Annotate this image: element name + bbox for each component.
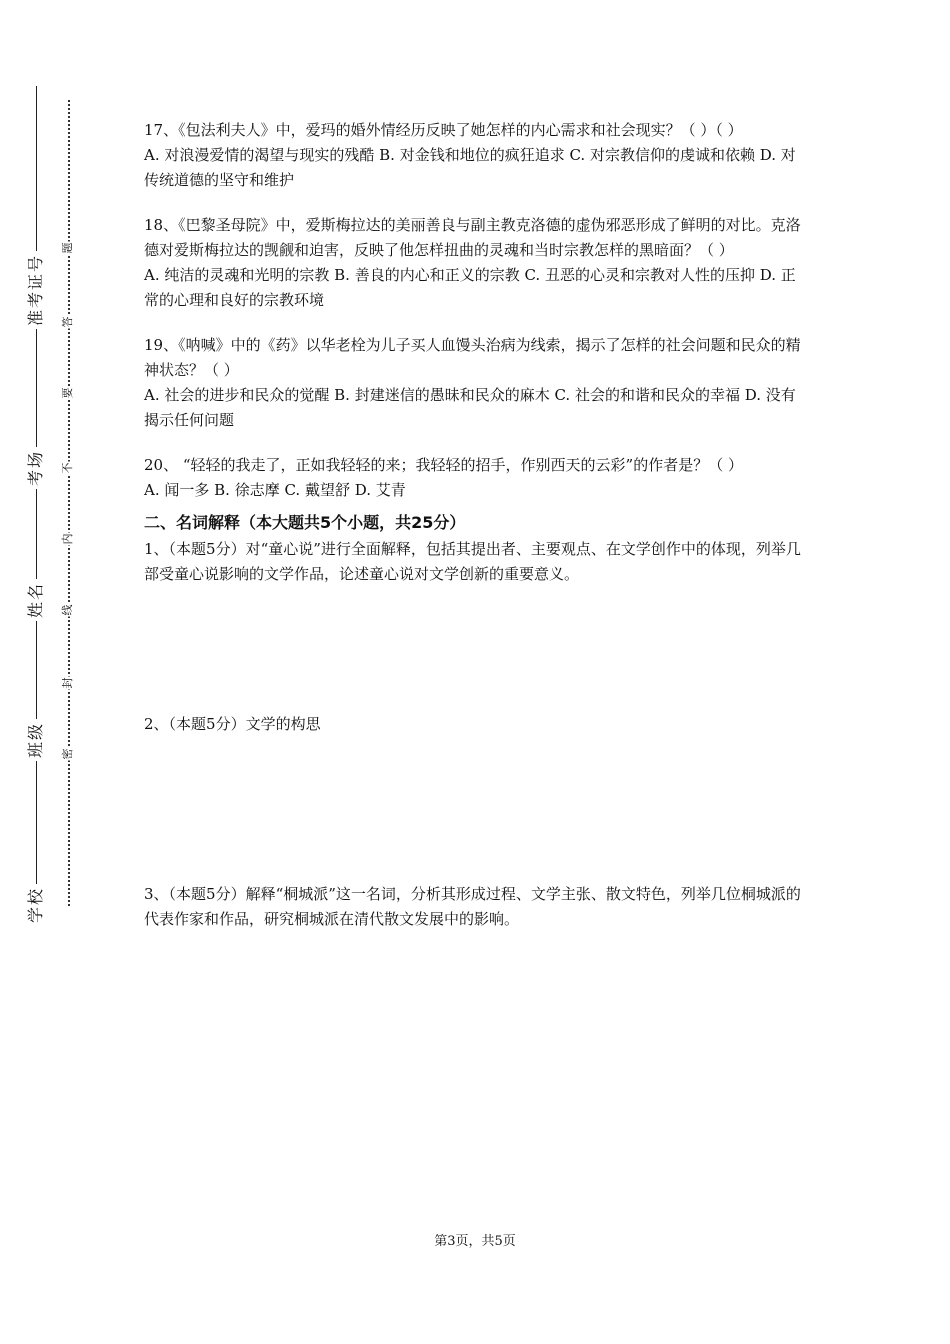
- exam-number-label: 准考证号: [27, 251, 45, 329]
- seal-dotted-line: [68, 100, 70, 906]
- question-options: A. 社会的进步和民众的觉醒 B. 封建迷信的愚昧和民众的麻木 C. 社会的和谐和民众的幸福 D. 没有揭示任何问题: [144, 386, 796, 429]
- question-stem: 20、 “轻轻的我走了，正如我轻轻的来；我轻轻的招手，作别西天的云彩”的作者是？（ ）: [144, 456, 743, 474]
- seal-char: 不: [61, 462, 74, 474]
- section-title: 二、名词解释（本大题共5个小题，共25分）: [144, 513, 466, 532]
- question-20: [144, 453, 809, 503]
- question-options: A. 对浪漫爱情的渴望与现实的残酷 B. 对金钱和地位的疯狂追求 C. 对宗教信仰的虔诚和依赖 D. 对传统道德的坚守和维护: [144, 146, 796, 189]
- page-number: 第3页，共5页: [434, 1234, 516, 1249]
- term-question-1: 1、（本题5分）对“童心说”进行全面解释，包括其提出者、主要观点、在文学创作中的体现，列举几部受童心说影响的文学作品，论述童心说对文学创新的重要意义。: [144, 540, 801, 583]
- seal-char: 要: [61, 387, 74, 399]
- question-options: A. 闻一多 B. 徐志摩 C. 戴望舒 D. 艾青: [144, 481, 406, 499]
- seal-char: 密: [61, 748, 74, 760]
- binding-solid-line: [36, 86, 37, 906]
- class-label: 班级: [27, 719, 45, 761]
- question-stem: 18、《巴黎圣母院》中，爱斯梅拉达的美丽善良与副主教克洛德的虚伪邪恶形成了鲜明的对比。克洛德对爱斯梅拉达的觊觎和迫害，反映了他怎样扭曲的灵魂和当时宗教怎样的黑暗面？（ ）: [144, 216, 801, 259]
- seal-char: 内: [61, 533, 74, 545]
- seal-char: 答: [61, 316, 74, 328]
- term-question-3: 3、（本题5分）解释“桐城派”这一名词，分析其形成过程、文学主张、散文特色，列举几位桐城派的代表作家和作品，研究桐城派在清代散文发展中的影响。: [144, 885, 801, 928]
- question-18: [144, 213, 809, 313]
- question-stem: 17、《包法利夫人》中，爱玛的婚外情经历反映了她怎样的内心需求和社会现实？（ ）（ ）: [144, 121, 743, 139]
- exam-content: [144, 118, 809, 932]
- binding-margin: [0, 0, 120, 1344]
- question-stem: 19、《呐喊》中的《药》以华老栓为儿子买人血馒头治病为线索，揭示了怎样的社会问题和民众的精神状态？（ ）: [144, 336, 801, 379]
- seal-char: 线: [61, 604, 74, 616]
- seal-char: 封: [61, 677, 74, 689]
- school-label: 学校: [27, 884, 45, 926]
- question-19: [144, 333, 809, 433]
- name-label: 姓名: [27, 579, 45, 621]
- seal-char: 题: [61, 242, 74, 254]
- question-17: [144, 118, 809, 193]
- exam-room-label: 考场: [27, 447, 45, 489]
- term-question-2: 2、（本题5分）文学的构思: [144, 715, 321, 733]
- question-options: A. 纯洁的灵魂和光明的宗教 B. 善良的内心和正义的宗教 C. 丑恶的心灵和宗教对人性的压抑 D. 正常的心理和良好的宗教环境: [144, 266, 796, 309]
